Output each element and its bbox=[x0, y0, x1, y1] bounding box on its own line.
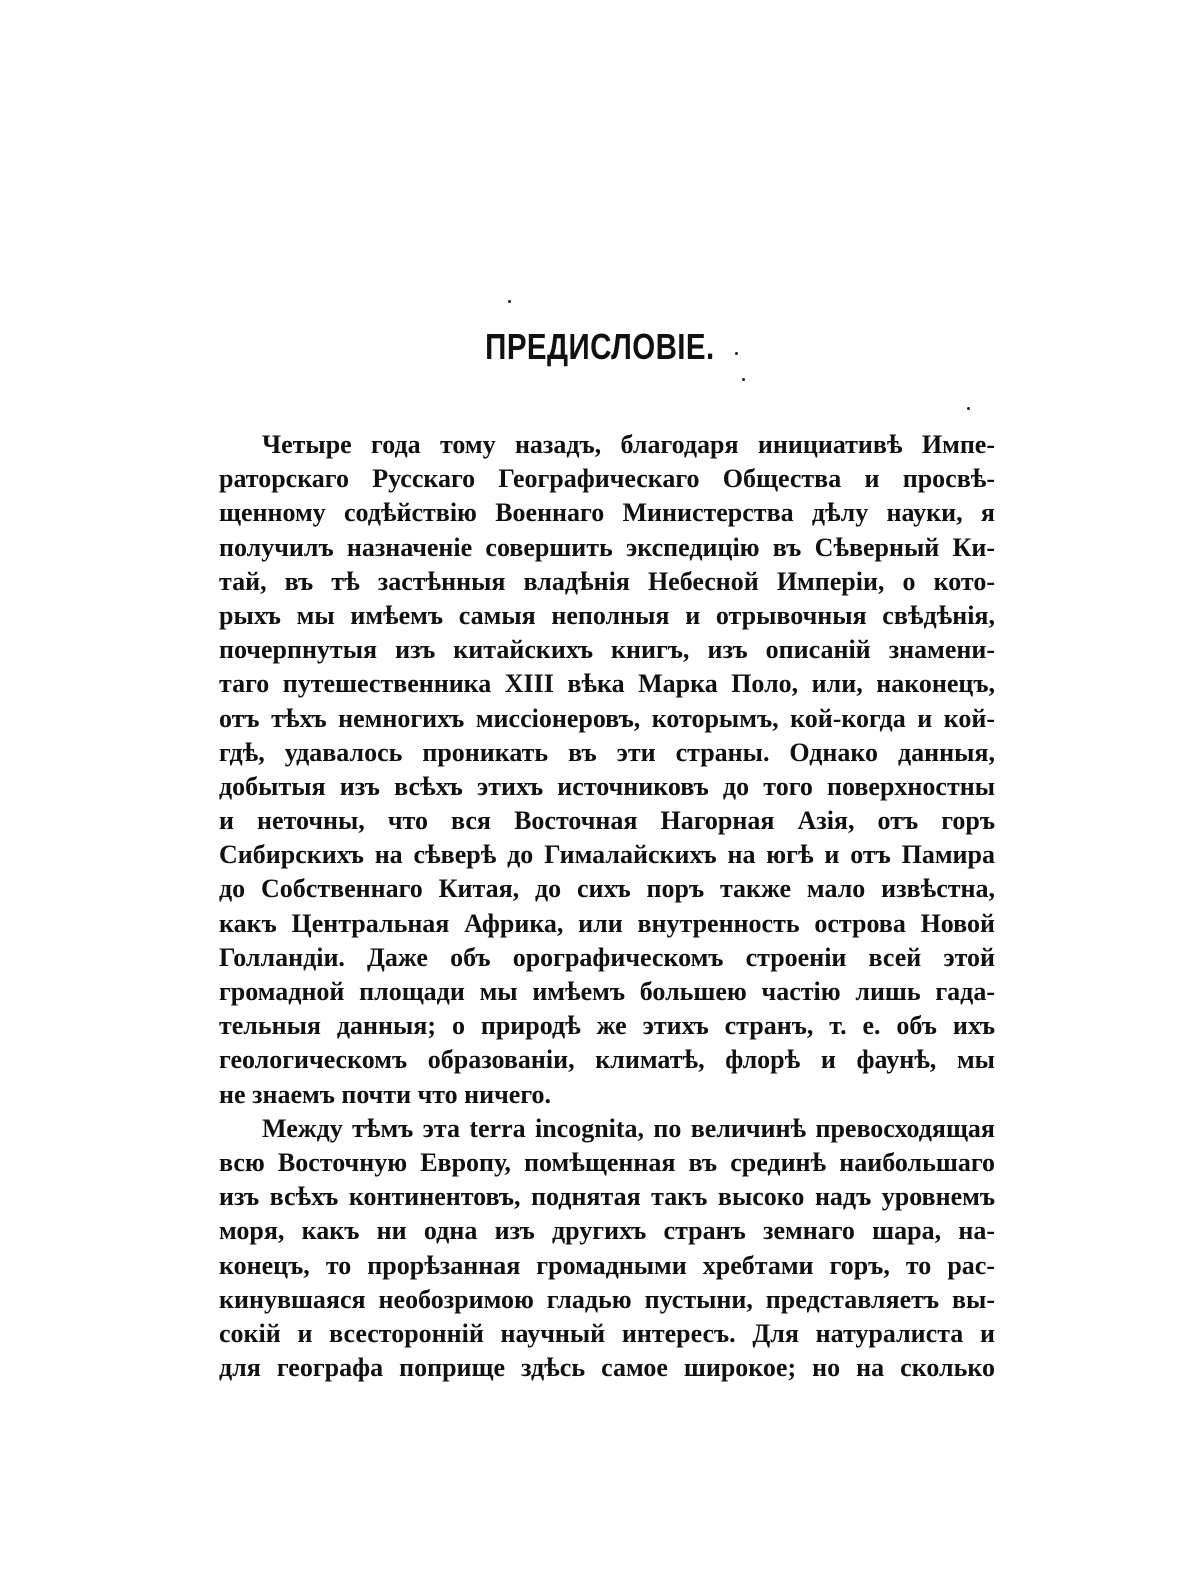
text-line: Четыре года тому назадъ, благодаря инициативѣ Импе- bbox=[262, 430, 995, 459]
text-line: отъ тѣхъ немногихъ миссіонеровъ, которымъ, кой-когда и кой- bbox=[219, 703, 995, 733]
text-line: Между тѣмъ эта terra incognita, по величинѣ превосходящая bbox=[262, 1113, 995, 1143]
text-line: щенному содѣйствію Военнаго Министерства дѣлу науки, я bbox=[219, 498, 995, 528]
text-line: тай, въ тѣ застѣнныя владѣнія Небесной Имперіи, о кото- bbox=[219, 566, 995, 596]
text-line: и неточны, что вся Восточная Нагорная Азія, отъ горъ bbox=[219, 806, 995, 836]
paragraph-2 bbox=[219, 1112, 995, 1386]
text-line: всю Восточную Европу, помѣщенная въ срединѣ наибольшаго bbox=[219, 1147, 995, 1177]
text-line: раторскаго Русскаго Географическаго Общества и просвѣ- bbox=[219, 464, 995, 494]
text-line: таго путешественника XIII вѣка Марка Поло, или, наконецъ, bbox=[219, 669, 995, 699]
text-line: Сибирскихъ на сѣверѣ до Гималайскихъ на югѣ и отъ Памира bbox=[219, 840, 995, 870]
text-line: моря, какъ ни одна изъ другихъ странъ земнаго шара, на- bbox=[219, 1216, 995, 1246]
text-line: не знаемъ почти что ничего. bbox=[219, 1079, 551, 1109]
print-speck bbox=[735, 352, 738, 355]
text-line: изъ всѣхъ континентовъ, поднятая такъ высоко надъ уровнемъ bbox=[219, 1182, 995, 1212]
print-speck bbox=[967, 407, 970, 410]
paragraph-1 bbox=[219, 428, 995, 1112]
text-line: для географа поприще здѣсь самое широкое; но на сколько bbox=[219, 1353, 995, 1383]
text-line: кинувшаяся необозримою гладью пустыни, представляетъ вы- bbox=[219, 1284, 995, 1314]
text-line: тельныя данныя; о природѣ же этихъ странъ, т. е. объ ихъ bbox=[219, 1011, 995, 1041]
text-line: громадной площади мы имѣемъ большею частію лишь гада- bbox=[219, 977, 995, 1006]
text-line: рыхъ мы имѣемъ самыя неполныя и отрывочныя свѣдѣнія, bbox=[219, 600, 995, 630]
print-speck bbox=[508, 300, 511, 303]
text-line: сокій и всесторонній научный интересъ. Для натуралиста и bbox=[219, 1318, 995, 1348]
page-title: ПРЕДИСЛОВІЕ. bbox=[485, 326, 715, 367]
text-line: конецъ, то прорѣзанная громадными хребтами горъ, то рас- bbox=[219, 1250, 995, 1280]
print-speck bbox=[742, 378, 745, 381]
text-line: до Собственнаго Китая, до сихъ поръ также мало извѣстна, bbox=[219, 874, 995, 904]
text-line: Голландіи. Даже объ орографическомъ строеніи всей этой bbox=[219, 942, 995, 972]
body-text bbox=[219, 428, 995, 1385]
text-line: получилъ назначеніе совершить экспедицію въ Сѣверный Ки- bbox=[219, 532, 995, 562]
text-line: гдѣ, удавалось проникать въ эти страны. Однако данныя, bbox=[219, 737, 995, 767]
text-line: какъ Центральная Африка, или внутренность острова Новой bbox=[219, 908, 995, 938]
text-line: добытыя изъ всѣхъ этихъ источниковъ до того поверхностны bbox=[219, 771, 995, 801]
text-line: почерпнутыя изъ китайскихъ книгъ, изъ описаній знамени- bbox=[219, 635, 995, 665]
text-line: геологическомъ образованіи, климатѣ, флорѣ и фаунѣ, мы bbox=[219, 1045, 995, 1075]
